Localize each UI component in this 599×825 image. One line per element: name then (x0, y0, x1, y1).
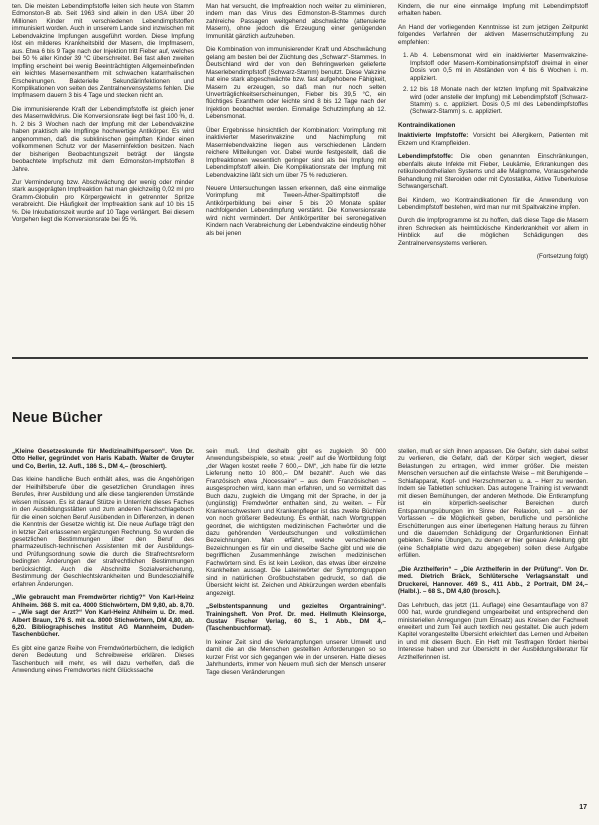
book-review: In keiner Zeit sind die Verkrampfungen unserer Umwelt und damit die an die Menschen gestellten Anforderungen so so kurzer Frist vor sich gegangen wie in der unseren. Hatte dieses Jahrhunderts, immer von Neuem muß sich der Mensch unserer Tage diesen Veränderungen (206, 638, 386, 676)
article-paragraph: Kindern, die nur eine einmalige Impfung mit Lebendimpfstoff erhalten haben. (398, 3, 588, 18)
article-paragraph: Durch die Impfprogramme ist zu hoffen, daß diese Tage die Masern ihren Schrecken als heimtückische Kinderkrankheit vor allem in Hinblick auf die möglichen Schädigungen des Zentralnervensystems verlieren. (398, 217, 588, 247)
section-title: Neue Bücher (12, 410, 103, 426)
books-column-3 (398, 448, 588, 800)
term-text: Vorsicht bei Allergikern, Patienten mit Ekzem und Krampfleiden. (398, 132, 588, 147)
section-heading-contraindications: Kontraindikationen (398, 121, 456, 129)
term-text: Die oben genannten Einschränkungen, ebenfalls akute Infekte mit Fieber, Leukämie, Erkrankungen des retikuloendothelialen Systems und alle Malignome, Vorausgehende Behandlung mit Steroiden oder mit Cytostatika, Aktive Tuberkulose Schwangerschaft. (398, 153, 588, 191)
book-title: „Kleine Gesetzeskunde für Medizinalhilfsperson“. Von Dr. Otto Heller, gegründet von Haris Kabath. Walter de Gruyter und Co, Berlin, 12. Aufl., 186 S., DM 4,– (broschiert). (12, 448, 194, 470)
term-label: Inaktivierte Impfstoffe: (398, 132, 469, 140)
article-paragraph: Bei Kindern, wo Kontraindikationen für die Anwendung von Lebendimpfstoff bestehen, wird man nur mit Spaltvakzine impfen. (398, 196, 588, 211)
article-column-1 (12, 3, 194, 343)
book-review: Es gibt eine ganze Reihe von Fremdwörterbüchern, die lediglich deren Bedeutung und Schreibweise erklären. Dieses Taschenbuch will mehr, es will dazu verhelfen, daß die Anwendung eines Fremdwortes nicht Glückssache (12, 644, 194, 675)
book-title: „Selbstentspannung und gezieltes Organtraining“. Trainingsheft. Von Prof. Dr. med. Hellmuth Kleinsorge, Gustav Fischer Verlag, 60 S., 1 Abb., DM 4,– (Taschenbuchformat). (206, 603, 386, 633)
article-paragraph: An Hand der vorliegenden Kenntnisse ist zum jetzigen Zeitpunkt folgendes Verfahren der aktiven Masernschutzimpfung zu empfehlen: (398, 23, 588, 46)
article-column-2 (206, 3, 386, 343)
article-paragraph: Man hat versucht, die Impfreaktion noch weiter zu eliminieren, indem man das Virus des Edmonston-B-Stammes durch zahlreiche Passagen weitgehend abschwächte (attenuierte Masern), ohne jedoch die Erzeugung einer genügenden Immunität gänzlich aufzuheben. (206, 3, 386, 40)
book-review: sein muß. Und deshalb gibt es zugleich 30 000 Anwendungsbeispiele, so etwa: „reell“ auf die Wortbildung folgt „der Wagen kostet reelle 7 600,– DM“, „ich habe für die letzte Lieferung netto 10 800,– DM bezahlt“. Auch wie das Französisch etwa „Nocessaire“ – aus dem Französischen – ausgesprochen wird, kann man erfahren, und so vermittelt das Buch dazu, zugleich die Umgang mit der Sprache, in der ja (ungünstig) Fremdwörter enthalten sind, zu weiten. – Für Krankenschwestern und Krankenpfleger ist das zweite Büchlein von noch größerer Bedeutung. Es enthält, nach Wortgruppen geordnet, die wichtigsten medizinischen Fachwörter und die dazu gehörenden Verdeutschungen und volkstümlichen Bezeichnungen. Man erfährt, welche verschiedenen Bezeichnungen es für ein und dieselbe Sache gibt und wie die begrifflichen Zusammenhänge zwischen medizinischen Fachwörtern sind. Es ist kein Lexikon, das etwas über einzelne Krankheiten aussagt. Die Lateinwörter der Symptomgruppen sind in natürlichen Großbuchstaben gedruckt, so daß die Übersicht leicht ist. Zeichen und Abkürzungen werden ebenfalls angezeigt. (206, 448, 386, 597)
article-paragraph (398, 153, 588, 190)
article-column-3 (398, 3, 588, 343)
recommendation-list (398, 52, 588, 116)
article-paragraph: ten. Die meisten Lebendimpfstoffe leiten sich heute von Stamm Edmonston-B ab. Seit 1963 sind allein in den USA über 20 Millionen Kinder mit verschiedenen Lebendimpfstoffen immunisiert worden. Auch in unserem Lande sind inzwischen mit Lebendvakzine Impfungen ausgeführt worden. Diese Impfung löst ein milderes Krankheitsbild der Masern, die Impfmasern, aus. Etwa 6 bis 9 Tage nach der Injektion tritt Fieber auf, welches bei 50 % aller Kinder 39 °C überschreitet. Bei fast allen zweiten Impfling erscheint bei wenig Beeinträchtigten Allgemeinbefinden ein leichtes Masernexanthem mit schwachen katarrhalischen Erscheinungen. Bakterielle Sekundärinfektionen und Komplikationen von seiten des Zentralnervensystems fehlen. Die Impfmasern dauern 3 bis 4 Tage und stecken nicht an. (12, 3, 194, 100)
books-column-1 (12, 448, 194, 800)
continuation-note: (Fortsetzung folgt) (536, 253, 588, 261)
article-paragraph: Die immunisierende Kraft der Lebendimpfstoffe ist gleich jener des Masernwildvirus. Die Konversionsrate liegt bei fast 100 %, d. h. 2 bis 3 Wochen nach der Impfung mit der Lebendvakzine haben praktisch alle Impflinge hochwertige Antikörper. Es wird angenommen, daß die subklinischen geimpften Kinder einen vollkommenen Schutz vor der Maserninfektion besitzen. Nach der bisherigen Beobachtungszeit beträgt der längste beobachtete Impfschutz mit dem Edmonston-Impfstoffen 8 Jahre. (12, 105, 194, 173)
article-paragraph: Zur Verminderung bzw. Abschwächung der wenig oder minder stark ausgeprägten Impfreaktion hat man gleichzeitig 0,02 ml pro Gramm-Globulin pro Körpergewicht in getrennter Spritze verabreicht. Die Häufigkeit der Impfreaktion sank auf 10 bis 15 %. Die Inkubationszeit wurde auf 10 Tage verlängert. Bei diesem Vorgehen liegt die Konversionsrate bei 95 %. (12, 178, 194, 224)
book-title: „Die Arzthelferin“ – „Die Arzthelferin in der Prüfung“. Von Dr. med. Dietrich Bräck, Schlütersche Verlagsanstalt und Druckerei, Hannover. 469 S., 411 Abb., 2 Portrait, DM 24,– (Halbl.). – 68 S., DM 4,80 (brosch.). (398, 565, 588, 596)
article-paragraph: Neuere Untersuchungen lassen erkennen, daß eine einmalige Vorimpfung mit Tween-Äther-Spaltimpfstoff die Antikörperbildung bei einer 5 bis 20 Monate später nachfolgenden Lebendimpfung verstärkt. Die Konversionsrate wird nicht vermindert. Der Antikörpertiter bei seronegativen Kindern nach Verabreichung der Lebendvakzine eindeutig höher als bei jenen (206, 184, 386, 237)
section-divider (12, 357, 588, 359)
article-paragraph: Über Ergebnisse hinsichtlich der Kombination: Vorimpfung mit inaktivierter Maserinvakzine und Nachimpfung mit Masernlebendvakzine liegen aus verschiedenen Ländern reichere Mitteilungen vor. Dabei wurde festgestellt, daß die Impfreaktionen wesentlich geringer sind als bei Impfung mit Lebendimpfstoff allein. Die Komplikationsrate der Impfung mit Lebendvakzine läßt sich um über 75 % reduzieren. (206, 126, 386, 179)
article-paragraph: Die Kombination von immunisierender Kraft und Abschwächung gelang am besten bei der Züchtung des „Schwarz“-Stammes. In Deutschland wird der von den Behringwerken gelieferte Maserlebendimpfstoff (Schwarz-Stamm) benutzt. Diese Vakzine hat eine stark abgeschwächte bzw. fast aufgehobene Fähigkeit, Masern zu erzeugen, so daß man nur noch selten Unverträglichkeitserscheinungen, Fieber bis 39,5 °C, ein flüchtiges Exanthem oder leichte sind 8 bis 12 Tage nach der Injektion beobachtet werden. Einmalige Schutzimpfung ab 12. Lebensmonat. (206, 46, 386, 121)
book-review: Das kleine handliche Buch enthält alles, was die Angehörigen der Heilhilfsberufe über die gesetzlichen Grundlagen ihres Berufes, ihrer Ausbildung und alle diese tangierenden Umstände wissen müssen. Es ist darauf Stütze in Unterricht dieses Faches in den Ausbildungsstätten und zum anderen Nachschlagebuch für die einen solchen Beruf Ausübenden in Differenzen, in denen die Kenntnis der Gesetze wichtig ist. Die neue Auflage trägt den in letzter Zeit erlassenen ergänzungen Rechnung. So wurden die gesetzlichen Bestimmungen über den Beruf des pharmazeutisch-technischen Assistenten mit der Ausbildungs- und Prüfungsordnung sowie die durch die Strafrechtsreform bedingten Änderungen der strafrechtlichen Bestimmungen berücksichtigt. Auch die Abschnitte Sozialversicherung, Bestimmung der Geschlechtskrankheiten und Bundesozialhilfe erfahren Änderungen. (12, 476, 194, 588)
book-review: Das Lehrbuch, das jetzt (11. Auflage) eine Gesamtauflage von 87 000 hat, wurde grundlegend umgearbeitet und entsprechend den ministeriellen Anregungen (zum Einsatz) aus Kreisen der Fachwelt erweitert und zum Teil auch textlich neu gestaltet. Die auch jedem Kapitel vorangestellte Übersicht erleichtert das Lernen und Arbeiten in und mit diesem Buch. Ein Heft mit Testfragen fördert hierbei Interesse haben und zur Übersicht in der Ausbildungsliteratur für Arzthelferinnen ist. (398, 601, 588, 661)
book-review: stellen, muß er sich ihnen anpassen. Die Gefahr, sich dabei selbst zu verlieren, die Gefahr, daß der Körper sich wegiert, dieser Belastungen zu ertragen, wird immer größer. Die meisten Menschen versuchen auf die einfachste Weise – mit Beruhigende – Schlafapparat, Kopf- und Herzschmerzen u. a. – Herr zu werden. Indem sie Tabletten schlucken. Das autogene Training ist verwandt mit diesen Bemühungen, der anderen Methode. Die Entkrampfung ist ein körperlich-seelischer Bereichen durch Entspannungsübungen im Sinne der Relaxion, soll – an der Vorfassen – die Möglichkeit geben, berufliche und persönliche Erschütterungen aus einer überlegenen Haltung heraus zu führen und die dauernden Schädigung der Organfunktionen Einhalt gebieten. Seine Übungen, zu denen er hier genaue Anleitung gibt (eine Schallplatte wird dazu abgegeben) sollen diese Aufgabe erfüllen. (398, 448, 588, 560)
list-item: 1. Ab 4. Lebensmonat wird ein inaktivierter Masernvakzine-Impfstoff oder Masern-Kombinationsimpfstoff dreimal in einer Dosis von 0,5 ml in Abständen von 4 bis 6 Wochen i. m. appliziert. (410, 52, 588, 82)
book-title: „Wie gebraucht man Fremdwörter richtig?“ Von Karl-Heinz Ahlheim. 368 S. mit ca. 4000 Stichwörtern, DM 9,80, ab. 8,70. – „Wie sagt der Arzt?“ Von Karl-Heinz Ahlheim u. Dr. med. Albert Braun, 176 S. mit ca. 8000 Stichwörtern, DM 4,80, ab. 6,20. Bibliographisches Institut AG Mannheim, Duden-Taschenbücher. (12, 594, 194, 639)
page-number: 17 (579, 804, 587, 811)
article-paragraph (398, 132, 588, 147)
books-column-2 (206, 448, 386, 800)
term-label: Lebendimpfstoffe: (398, 153, 453, 161)
list-item: 2. 12 bis 18 Monate nach der letzten Impfung mit Spaltvakzine wird (oder anstelle der Impfung) mit Lebendimpfstoff (Schwarz-Stamm) s. c. appliziert. Dosis 0,5 ml des Lebendimpfstoffes (Schwarz-Stamm) s. c. appliziert. (410, 86, 588, 116)
